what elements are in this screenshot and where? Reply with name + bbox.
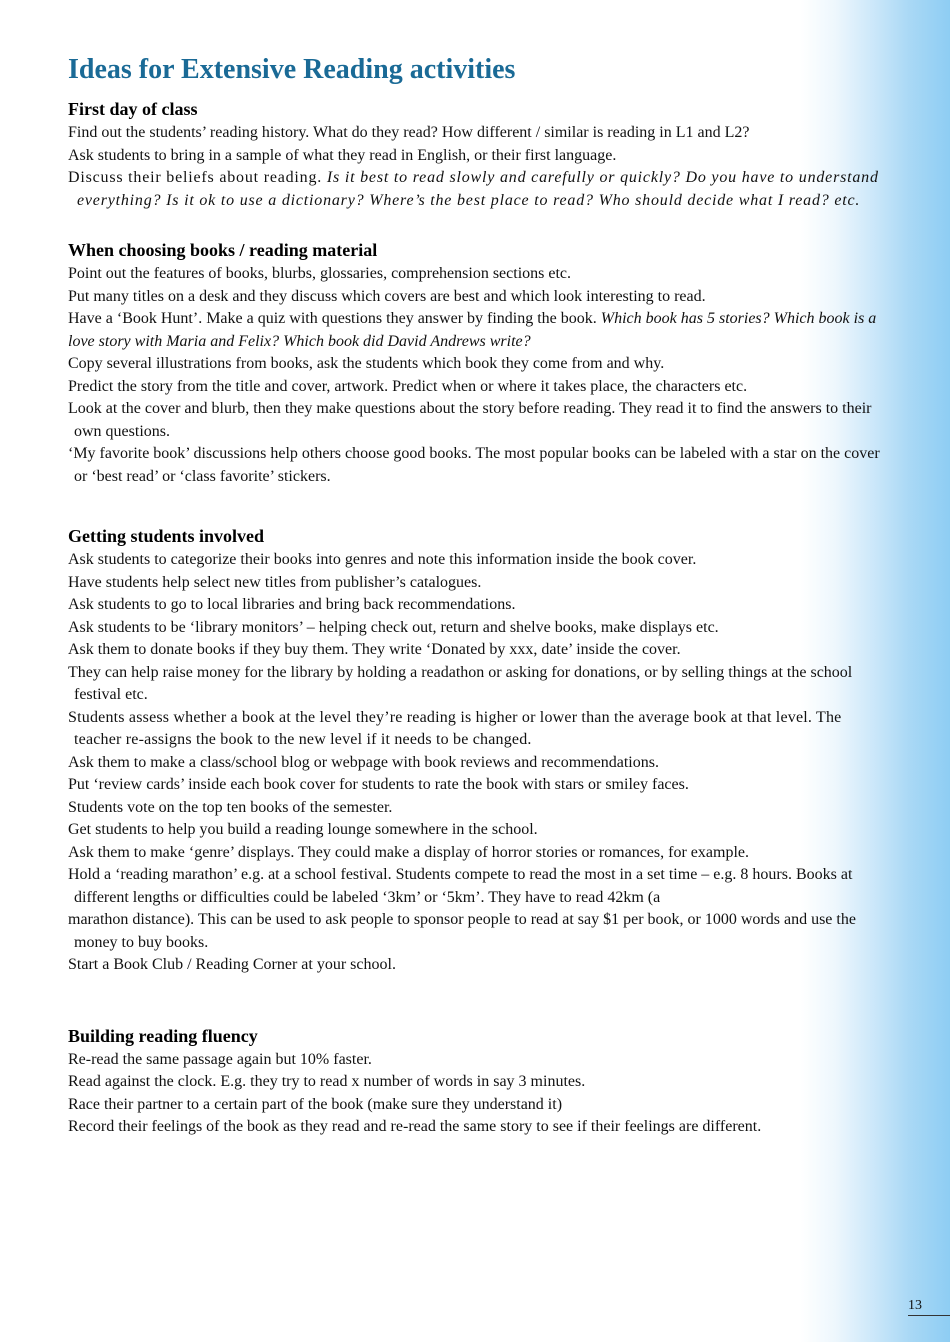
paragraph: Race their partner to a certain part of the book (make sure they understand it) xyxy=(68,1095,563,1113)
document-page xyxy=(68,50,882,1139)
paragraph xyxy=(68,308,882,353)
paragraph: Start a Book Club / Reading Corner at your school. xyxy=(68,956,396,973)
paragraph: Ask students to bring in a sample of what they read in English, or their first language. xyxy=(68,146,617,164)
paragraph: Record their feelings of the book as they read and re-read the same story to see if their feelings are different. xyxy=(68,1118,762,1135)
paragraph: Hold a ‘reading marathon’ e.g. at a school festival. Students compete to read the most in a set time – e.g. 8 hours. Books at different lengths or difficulties could be labeled ‘3km’ or ‘5km’. They have to read 42km (a xyxy=(68,866,853,906)
paragraph-text: Have a ‘Book Hunt’. Make a quiz with questions they answer by finding the book. xyxy=(68,310,597,327)
paragraph: ‘My favorite book’ discussions help others choose good books. The most popular books can be labeled with a star on the cover or ‘best read’ or ‘class favorite’ stickers. xyxy=(68,445,880,485)
paragraph: Ask them to make a class/school blog or webpage with book reviews and recommendations. xyxy=(68,753,659,771)
paragraph: Look at the cover and blurb, then they make questions about the story before reading. They read it to find the answers to their own questions. xyxy=(68,400,872,440)
paragraph: marathon distance). This can be used to ask people to sponsor people to read at say $1 per book, or 1000 words and use the money to buy books. xyxy=(68,911,856,951)
paragraph-text: Discuss their beliefs about reading. xyxy=(68,169,323,186)
paragraph: Find out the students’ reading history. What do they read? How different / similar is reading in L1 and L2? xyxy=(68,124,750,141)
paragraph: Get students to help you build a reading lounge somewhere in the school. xyxy=(68,821,538,838)
paragraph-italic-text: Which book has 5 stories? Which book is a love story with Maria and Felix? Which book did David Andrews write? xyxy=(68,310,877,350)
paragraph: They can help raise money for the library by holding a readathon or asking for donations, or by selling things at the school festival etc. xyxy=(68,663,853,703)
paragraph: Ask students to go to local libraries and bring back recommendations. xyxy=(68,596,516,613)
paragraph: Predict the story from the title and cover, artwork. Predict when or where it takes place, the characters etc. xyxy=(68,377,748,395)
section-students-involved xyxy=(68,524,882,977)
paragraph: Ask students to be ‘library monitors’ – helping check out, return and shelve books, make displays etc. xyxy=(68,618,719,636)
paragraph: Point out the features of books, blurbs, glossaries, comprehension sections etc. xyxy=(68,265,572,282)
section-heading: When choosing books / reading material xyxy=(68,240,378,260)
paragraph: Copy several illustrations from books, ask the students which book they come from and why. xyxy=(68,355,665,372)
section-first-day xyxy=(68,97,882,212)
paragraph: Re-read the same passage again but 10% faster. xyxy=(68,1050,372,1068)
paragraph: Students assess whether a book at the level they’re reading is higher or lower than the average book at that level. The teacher re-assigns the book to the new level if it needs to be changed. xyxy=(68,708,842,748)
paragraph: Ask students to categorize their books into genres and note this information inside the book cover. xyxy=(68,551,697,568)
section-heading: Getting students involved xyxy=(68,526,265,546)
paragraph: Ask them to make ‘genre’ displays. They could make a display of horror stories or romances, for example. xyxy=(68,843,749,861)
paragraph: Put ‘review cards’ inside each book cover for students to rate the book with stars or smiley faces. xyxy=(68,776,689,793)
paragraph: Read against the clock. E.g. they try to read x number of words in say 3 minutes. xyxy=(68,1073,586,1090)
section-choosing-books xyxy=(68,238,882,488)
page-title: Ideas for Extensive Reading activities xyxy=(68,54,516,85)
section-heading: First day of class xyxy=(68,99,198,119)
paragraph: Ask them to donate books if they buy them. They write ‘Donated by xxx, date’ inside the cover. xyxy=(68,641,681,658)
paragraph-italic-text: Is it best to read slowly and carefully or quickly? Do you have to understand everything? Is it ok to use a dictionary? Where’s the best place to read? Who should decide what I read? etc. xyxy=(77,169,879,209)
paragraph: Put many titles on a desk and they discuss which covers are best and which look interesting to read. xyxy=(68,287,706,305)
section-reading-fluency xyxy=(68,1024,882,1139)
paragraph: Have students help select new titles from publisher’s catalogues. xyxy=(68,573,482,591)
section-heading: Building reading fluency xyxy=(68,1025,258,1046)
paragraph xyxy=(68,167,882,212)
page-number: 13 xyxy=(908,1297,950,1316)
paragraph: Students vote on the top ten books of the semester. xyxy=(68,798,393,816)
